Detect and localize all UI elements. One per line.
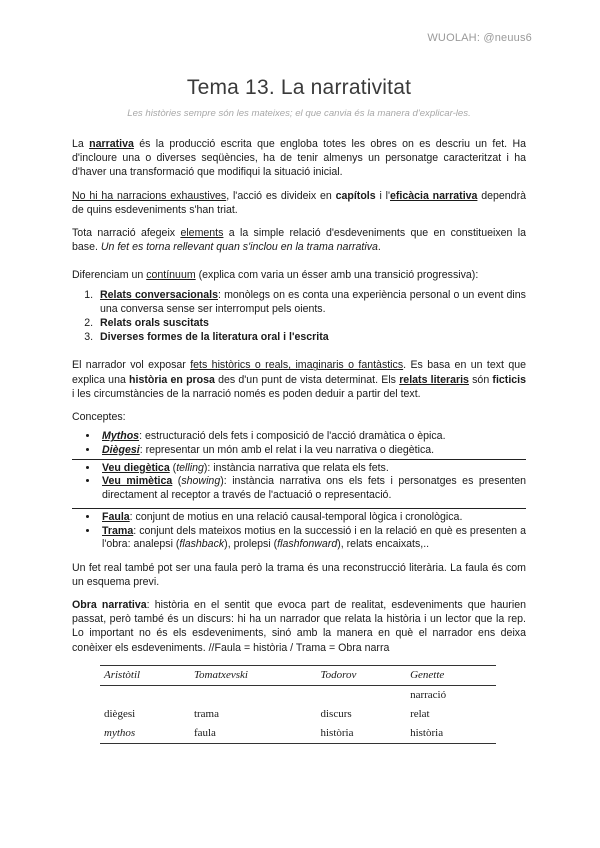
text: (explica com varia un ésser amb una transició progressiva): [195, 269, 479, 282]
text-underlined: fets històrics o reals, imaginaris o fantàstics [190, 359, 404, 372]
text: , l'acció es divideix en [226, 189, 336, 202]
list-item [99, 444, 526, 457]
text: La [72, 138, 90, 150]
text: i les circumstàncies de la narració només es poden deduir a partir del text. [72, 387, 421, 400]
page-title: Tema 13. La narrativitat [186, 76, 412, 99]
term-flashback: flashback [179, 538, 225, 551]
concepts-list-3 [72, 511, 526, 551]
table-row [100, 685, 496, 705]
text: ( [172, 475, 182, 488]
list-item-text: ): instància narrativa que relata els fets. [203, 462, 389, 475]
text-underlined: No hi ha narracions exhaustives [72, 189, 227, 202]
paragraph-narrador [72, 358, 526, 401]
list-item-head: Relats orals suscitats [100, 317, 209, 330]
text: des d'un punt de vista determinat. Els [214, 373, 400, 386]
table-cell: relat [410, 708, 430, 721]
table-cell [317, 685, 407, 705]
list-item-text: : representar un món amb el relat i la veu narrativa o diegètica. [139, 443, 435, 456]
list-item [99, 525, 526, 552]
term-faula: Faula [102, 511, 130, 524]
term-eficacia: eficàcia narrativa [389, 189, 478, 202]
term-flashforward: flashfonward [277, 538, 338, 551]
text: . [377, 241, 381, 254]
list-item [99, 511, 526, 524]
text: : història en el sentit que evoca part de realitat, esdeveniments que haurien passat, però també és un discurs: hi ha un narrador que relata la història i un lector que la rep. Lo important no és els esdeveniments, sinó amb la manera en què el narrador ens deixa conèixer els esdeveniments. //Faula = història / Trama = Obra narra [72, 598, 526, 654]
text: és la producció escrita que engloba totes les obres on es descriu un fet. Ha d'incloure una o diverses seqüències, ha de tenir almenys un personatge caracteritzat i ha d'haver una transformació que modifiqui la situació inicial. [72, 138, 526, 179]
table-row [100, 705, 496, 724]
text: ), relats encaixats,.. [337, 538, 430, 551]
term-capitols: capítols [335, 189, 376, 202]
term-obra-narrativa: Obra narrativa [72, 598, 147, 611]
term-narrativa: narrativa [89, 138, 134, 150]
text: : conjunt dels mateixos motius en la successió i en la relació en què es presenten a l'obra: analepsi ( [102, 524, 526, 551]
list-item [96, 330, 526, 344]
text: i l' [375, 189, 390, 202]
list-item [96, 316, 526, 330]
list-item [99, 475, 526, 502]
document-page [72, 76, 526, 744]
table-cell: trama [193, 708, 219, 721]
list-item-head: Relats conversacionals [100, 288, 218, 301]
list-item [96, 288, 526, 316]
term-trama: Trama [102, 524, 134, 537]
text: . Es basa en un text que explica una [72, 359, 527, 386]
text: Diferenciam un [72, 269, 147, 282]
table-cell: història [317, 724, 407, 744]
table-row [100, 724, 496, 744]
term-ficticis: ficticis [492, 373, 526, 386]
text: Tota narració afegeix [72, 227, 181, 240]
term-historia-prosa: història en prosa [129, 373, 215, 386]
paragraph-narrativa [72, 137, 526, 180]
term-elements: elements [180, 227, 224, 240]
term-telling: telling [176, 462, 204, 475]
term-continuum: contínuum [146, 269, 196, 282]
term-mythos: Mythos [102, 430, 140, 443]
paragraph-obra-narrativa [72, 598, 526, 655]
watermark: WUOLAH: @neuus6 [427, 32, 532, 44]
list-item [99, 462, 526, 475]
term-relats-literaris: relats literaris [399, 373, 469, 386]
table-cell: discurs [320, 708, 352, 721]
list-item-text: : estructuració dels fets i composició de l'acció dramàtica o èpica. [139, 430, 446, 443]
concepts-list-1 [72, 430, 526, 457]
table-cell: faula [190, 724, 317, 744]
divider [72, 508, 526, 509]
term-veu-mimetica: Veu mimètica [102, 475, 173, 488]
list-item-text: ): instància narrativa ons els fets i personatges es presenten directament al receptor a través de l'actuació o representació. [102, 475, 526, 501]
table-header-row [100, 665, 496, 685]
text: dependrà de quins esdeveniments s'han triat. [72, 189, 526, 216]
text: ( [169, 462, 177, 475]
table-cell: mythos [100, 724, 190, 744]
table-cell: història [406, 724, 496, 744]
paragraph-fet-real: Un fet real també pot ser una faula però la trama és una reconstrucció literària. La faula és com un esquema previ. [72, 561, 526, 588]
term-diegesi: Diègesi [102, 443, 140, 456]
table-cell [190, 685, 317, 705]
table-header: Tomatxevski [190, 665, 317, 685]
text: són [468, 373, 493, 386]
paragraph-narracions [72, 189, 526, 217]
table-header: Genette [406, 665, 496, 685]
list-item-text: : monòlegs on es conta una experiència personal o un event dins una conversa sense ser interromput pels oients. [100, 288, 526, 315]
term-showing: showing [181, 475, 221, 488]
continuum-list [72, 288, 526, 345]
divider [72, 459, 526, 460]
list-item [99, 430, 526, 443]
text-italic: Un fet es torna rellevant quan s'inclou en la trama narrativa [100, 241, 378, 254]
table-cell: diègesi [104, 708, 136, 721]
paragraph-elements [72, 226, 526, 254]
list-item-head: Diverses formes de la literatura oral i l'escrita [100, 331, 329, 344]
text: ), prolepsi ( [224, 538, 278, 551]
concepts-label: Conceptes: [72, 411, 126, 424]
table-cell: narració [410, 689, 447, 702]
table-header: Aristòtil [100, 665, 190, 685]
table-cell [100, 685, 190, 705]
table-header: Todorov [317, 665, 407, 685]
subtitle-quote: Les històries sempre són les mateixes; el que canvia és la manera d'explicar-les. [127, 108, 471, 119]
text: a la simple relació d'esdeveniments que en constitueixen la base. [72, 227, 527, 254]
text: El narrador vol exposar [72, 359, 191, 372]
term-veu-diegetica: Veu diegètica [102, 462, 170, 475]
comparison-table [100, 665, 496, 744]
concepts-list-2 [72, 462, 526, 502]
paragraph-continuum [72, 268, 526, 282]
list-item-text: : conjunt de motius en una relació causal-temporal lògica i cronològica. [129, 511, 463, 524]
